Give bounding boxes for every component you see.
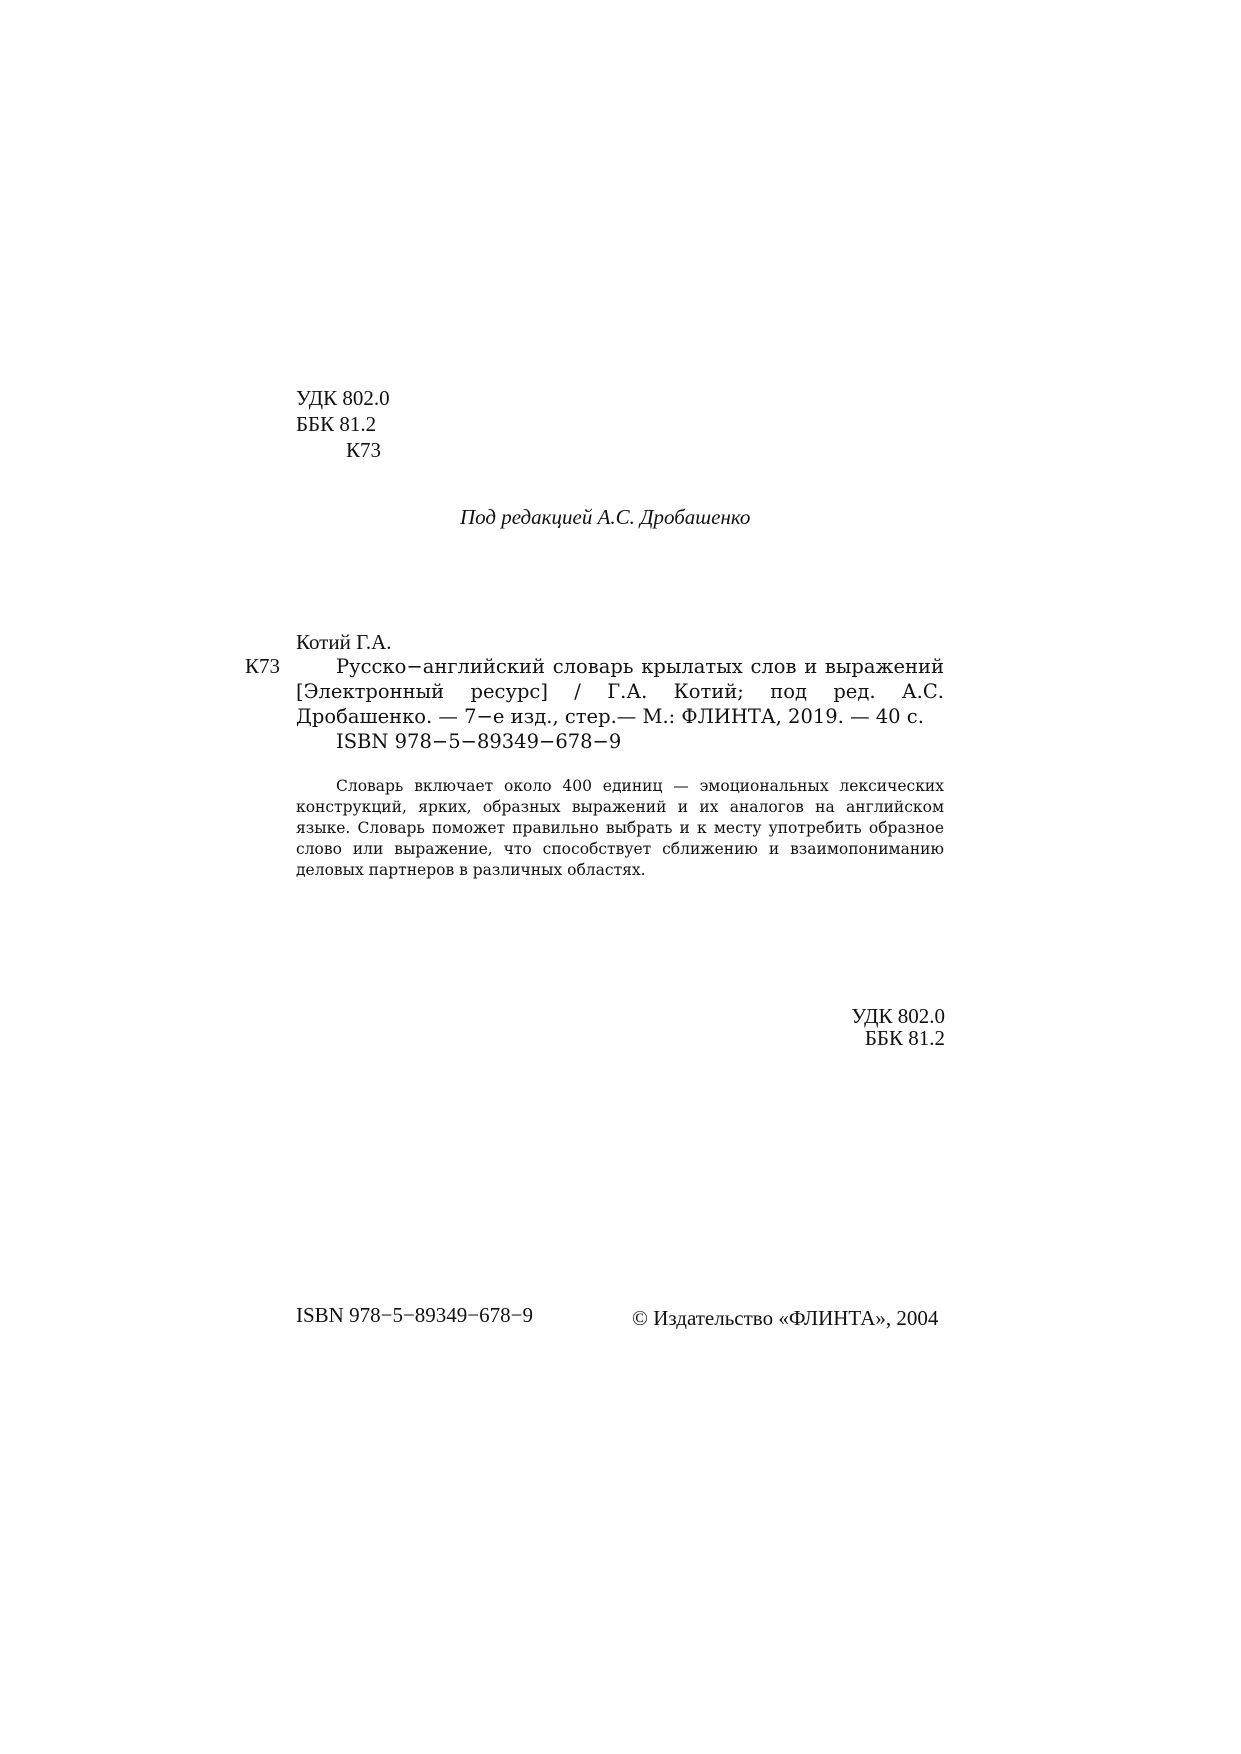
editor-note: Под редакцией А.С. Дробашенко xyxy=(460,505,751,529)
author-mark: К73 xyxy=(346,438,382,462)
udk-code: УДК 802.0 xyxy=(296,386,390,410)
author-heading: Котий Г.А. xyxy=(296,630,392,654)
footer-isbn: ISBN 978−5−89349−678−9 xyxy=(296,1303,533,1327)
udk-code-right: УДК 802.0 xyxy=(851,1004,945,1028)
bbk-code: ББК 81.2 xyxy=(296,412,377,436)
description-text: Русско−английский словарь крылатых слов и выражений [Электронный ресурс] / Г.А. Котий; под ред. А.С. Дробашенко. — 7−е изд., стер.— М.: ФЛИНТА, 2019. — 40 с. xyxy=(296,655,944,728)
bbk-code-right: ББК 81.2 xyxy=(864,1026,945,1050)
record-isbn: ISBN 978−5−89349−678−9 xyxy=(336,730,622,753)
classification-right xyxy=(851,1005,945,1049)
bibliographic-description xyxy=(296,654,944,754)
annotation: Словарь включает около 400 единиц — эмоциональных лексических конструкций, ярких, образных выражений и их аналогов на английском языке. Словарь поможет правильно выбрать и к месту употребить образное слово или выражение, что способствует сближению и взаимопониманию деловых партнеров в различных областях. xyxy=(296,777,944,879)
author-mark-side: К73 xyxy=(245,654,281,678)
copyright-notice: © Издательство «ФЛИНТА», 2004 xyxy=(632,1306,939,1330)
